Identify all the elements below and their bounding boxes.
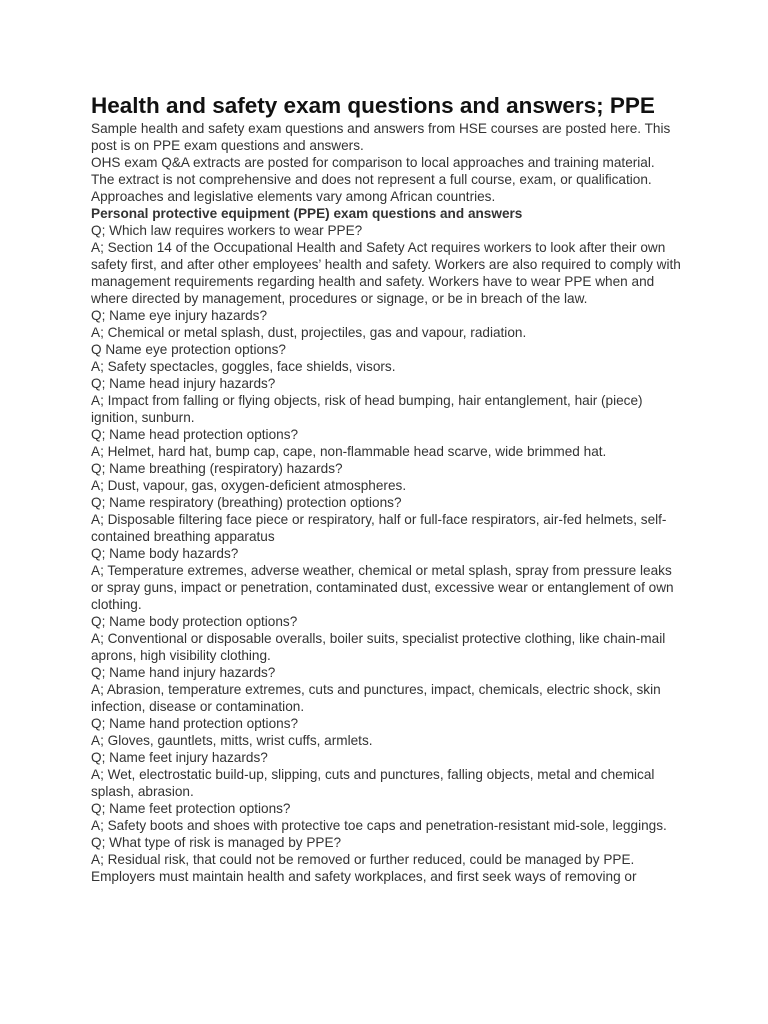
qa-line: Q; Which law requires workers to wear PPE? (91, 223, 363, 238)
qa-line: Q; Name hand protection options? (91, 716, 299, 731)
qa-line: A; Helmet, hard hat, bump cap, cape, non-flammable head scarve, wide brimmed hat. (91, 444, 607, 459)
qa-line: A; Disposable filtering face piece or respiratory, half or full-face respirators, air-fed helmets, self-contained breathing apparatus (91, 512, 667, 544)
document-page (91, 92, 681, 885)
qa-line: Q; Name breathing (respiratory) hazards? (91, 461, 343, 476)
qa-line: Q; Name hand injury hazards? (91, 665, 276, 680)
page-title: Health and safety exam questions and answers; PPE (91, 93, 655, 118)
qa-line: Q; Name head protection options? (91, 427, 299, 442)
qa-line: A; Section 14 of the Occupational Health and Safety Act requires workers to look after their own safety first, and after other employees’ health and safety. Workers are also required to comply with management requirements regarding health and safety. Workers have to wear PPE when and where directed by management, procedures or signage, or be in breach of the law. (91, 240, 681, 306)
document-body (91, 120, 681, 885)
qa-line: A; Impact from falling or flying objects, risk of head bumping, hair entanglement, hair (piece) ignition, sunburn. (91, 393, 643, 425)
intro-paragraph: Sample health and safety exam questions and answers from HSE courses are posted here. This post is on PPE exam questions and answers. (91, 121, 671, 153)
qa-line: A; Abrasion, temperature extremes, cuts and punctures, impact, chemicals, electric shock, skin infection, disease or contamination. (91, 682, 661, 714)
qa-line: A; Gloves, gauntlets, mitts, wrist cuffs, armlets. (91, 733, 373, 748)
qa-line: Q Name eye protection options? (91, 342, 286, 357)
qa-line: Q; Name feet protection options? (91, 801, 291, 816)
qa-line: Q; Name body protection options? (91, 614, 298, 629)
qa-line: A; Dust, vapour, gas, oxygen-deficient atmospheres. (91, 478, 407, 493)
qa-line: A; Safety boots and shoes with protective toe caps and penetration-resistant mid-sole, leggings. (91, 818, 667, 833)
qa-line: Q; Name respiratory (breathing) protection options? (91, 495, 402, 510)
section-heading: Personal protective equipment (PPE) exam questions and answers (91, 206, 523, 221)
qa-line: A; Temperature extremes, adverse weather, chemical or metal splash, spray from pressure leaks or spray guns, impact or penetration, contaminated dust, excessive wear or entanglement of own clothing. (91, 563, 674, 612)
qa-line: Q; Name eye injury hazards? (91, 308, 268, 323)
intro-paragraph: OHS exam Q&A extracts are posted for comparison to local approaches and training material. The extract is not comprehensive and does not represent a full course, exam, or qualification. Approaches and legislative elements vary among African countries. (91, 155, 655, 204)
qa-line: A; Wet, electrostatic build-up, slipping, cuts and punctures, falling objects, metal and chemical splash, abrasion. (91, 767, 655, 799)
qa-line: A; Residual risk, that could not be removed or further reduced, could be managed by PPE. Employers must maintain health and safety workplaces, and first seek ways of removing or (91, 852, 637, 884)
qa-line: Q; Name body hazards? (91, 546, 239, 561)
qa-line: Q; What type of risk is managed by PPE? (91, 835, 342, 850)
qa-line: Q; Name feet injury hazards? (91, 750, 268, 765)
qa-line: A; Chemical or metal splash, dust, projectiles, gas and vapour, radiation. (91, 325, 527, 340)
qa-line: A; Conventional or disposable overalls, boiler suits, specialist protective clothing, like chain-mail aprons, high visibility clothing. (91, 631, 666, 663)
qa-line: Q; Name head injury hazards? (91, 376, 276, 391)
qa-line: A; Safety spectacles, goggles, face shields, visors. (91, 359, 396, 374)
